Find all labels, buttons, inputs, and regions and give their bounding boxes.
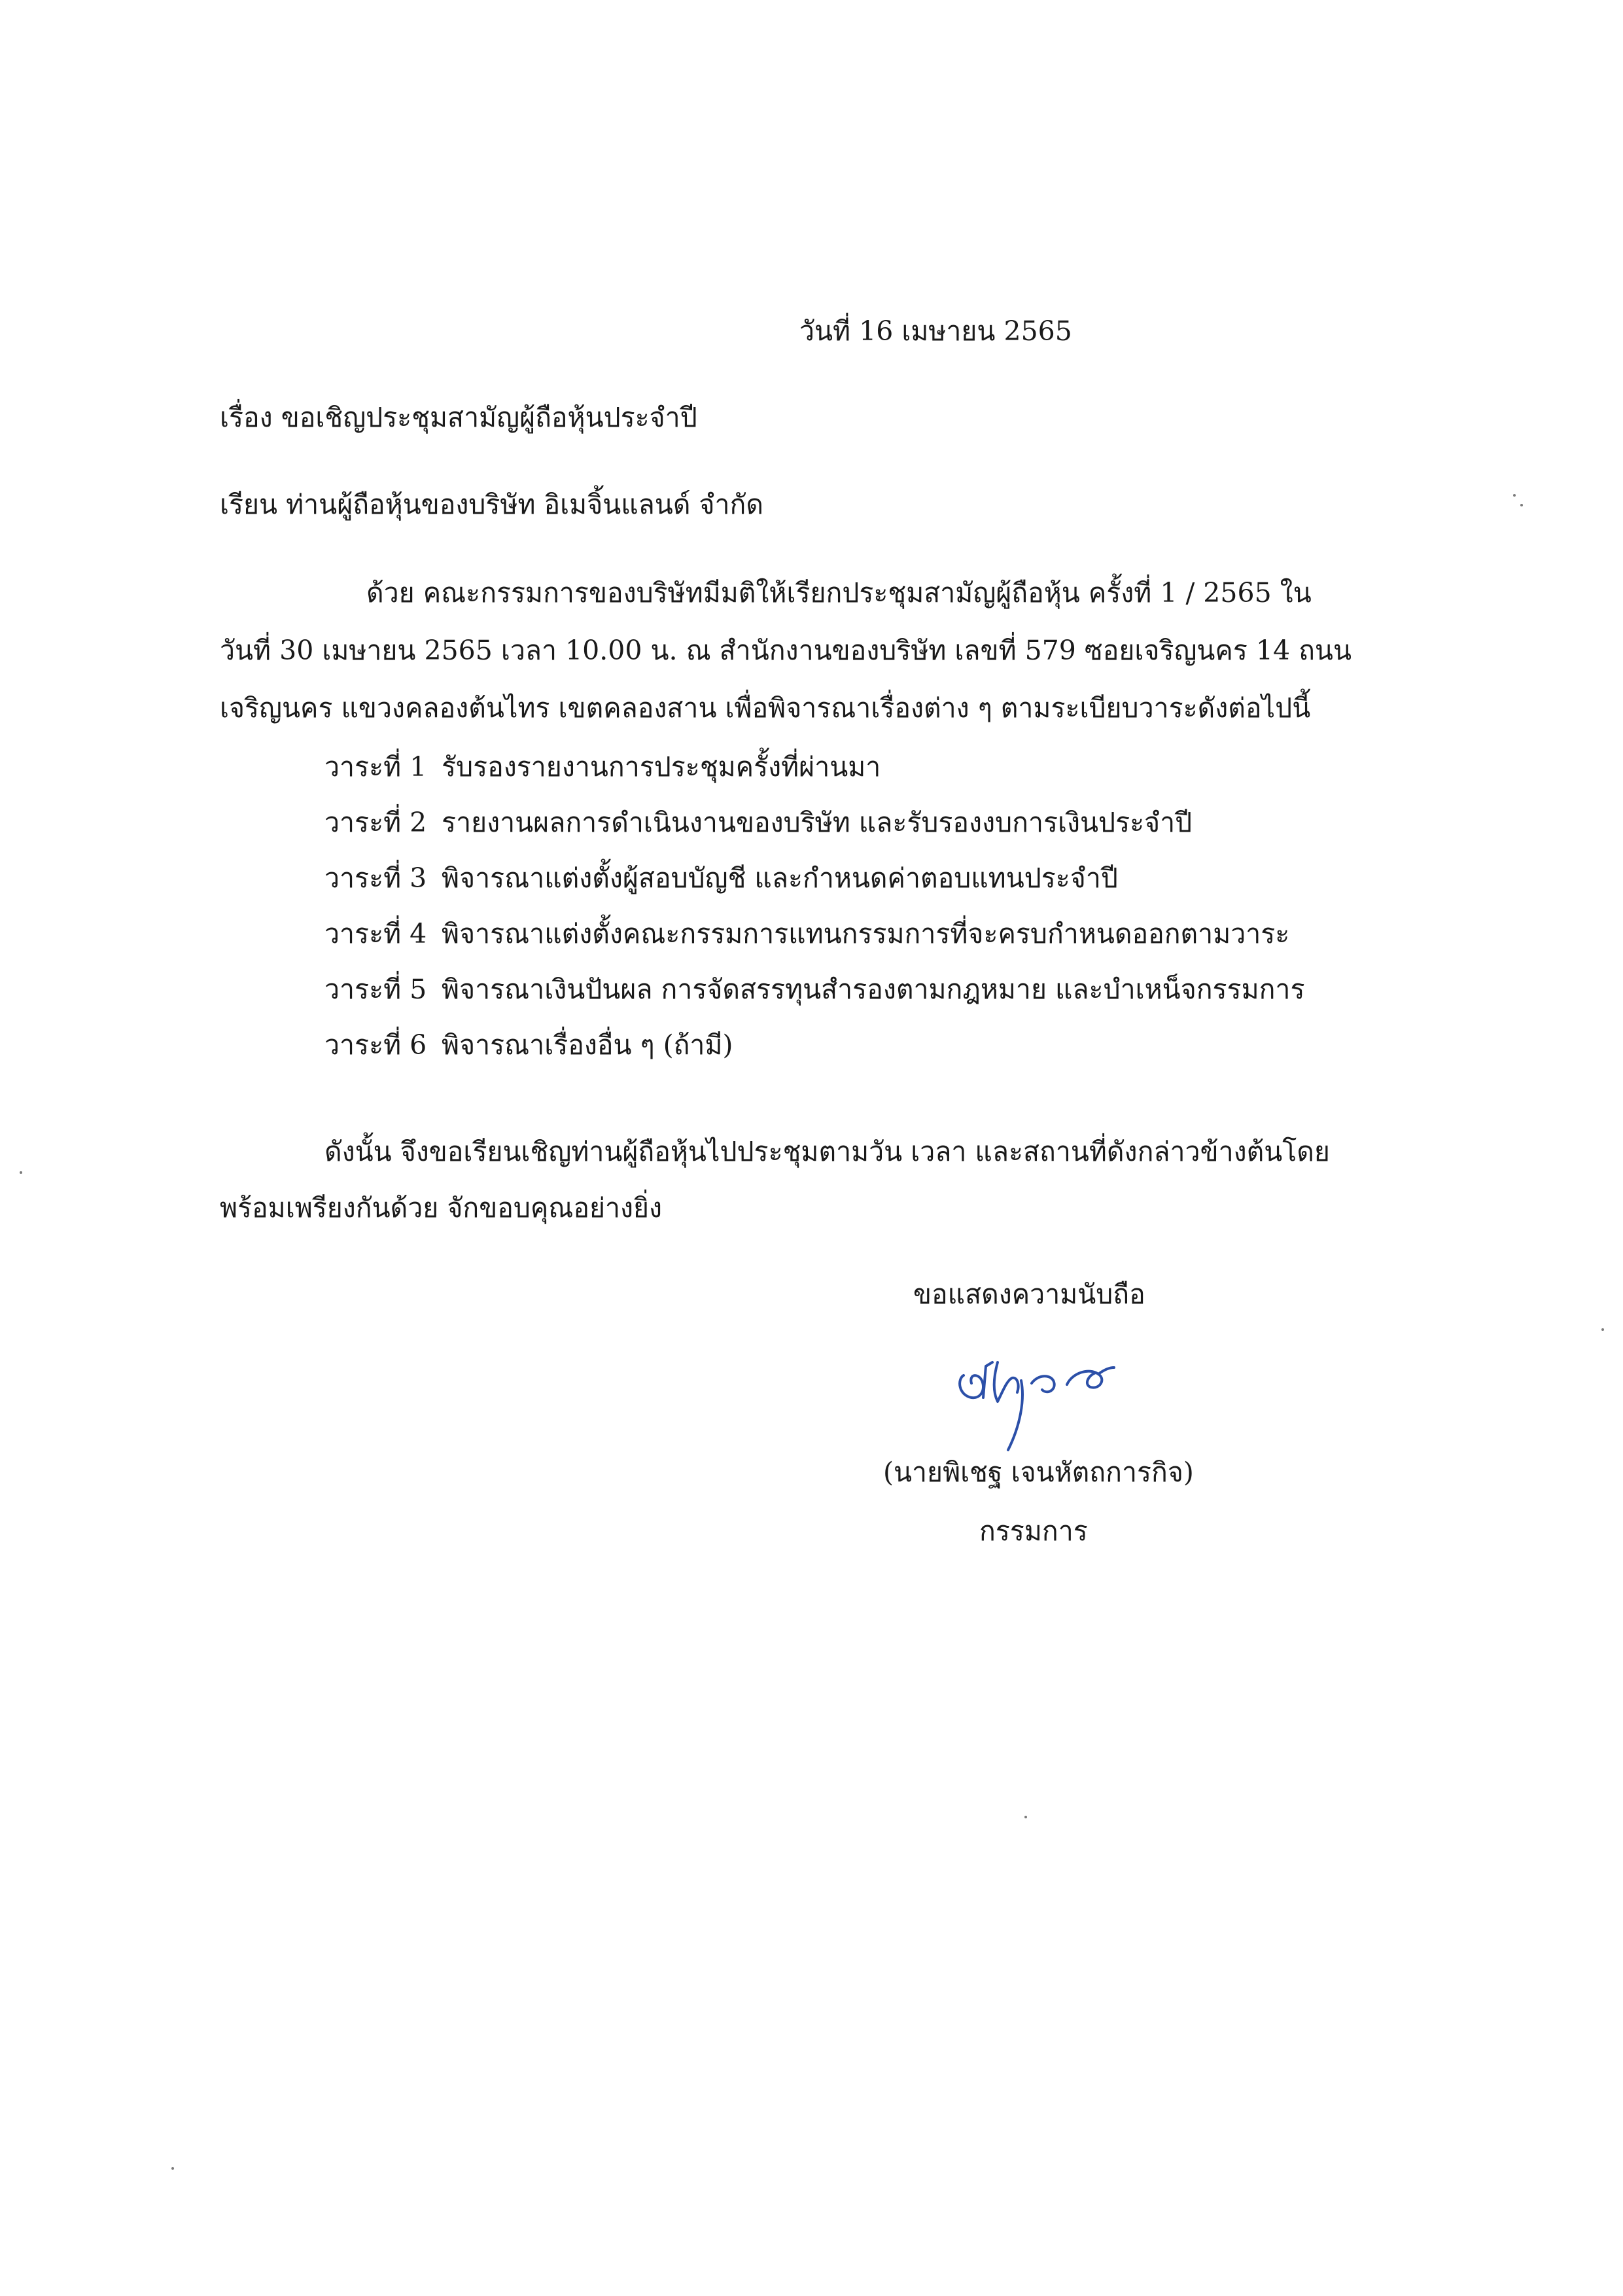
agenda-item-label: วาระที่ 3 <box>324 862 427 894</box>
closing-paragraph-line: ดังนั้น จึงขอเรียนเชิญท่านผู้ถือหุ้นไปประชุมตามวัน เวลา และสถานที่ดังกล่าวข้างต้นโดย <box>324 1136 1330 1167</box>
scan-speck <box>1601 1328 1604 1331</box>
letter-recipient: เรียน ท่านผู้ถือหุ้นของบริษัท อิเมจิ้นแลนด์ จำกัด <box>220 489 763 520</box>
signer-title: กรรมการ <box>979 1515 1088 1547</box>
agenda-item-label: วาระที่ 1 <box>324 751 427 783</box>
agenda-list <box>324 749 1304 1082</box>
agenda-item <box>324 860 1304 915</box>
agenda-item-label: วาระที่ 5 <box>324 974 427 1005</box>
scan-speck <box>1513 494 1516 497</box>
body-paragraph-line: เจริญนคร แขวงคลองต้นไทร เขตคลองสาน เพื่อพิจารณาเรื่องต่าง ๆ ตามระเบียบวาระดังต่อไปนี้ <box>220 692 1311 724</box>
scan-speck <box>171 2167 174 2170</box>
agenda-item-text: พิจารณาแต่งตั้งคณะกรรมการแทนกรรมการที่จะครบกำหนดออกตามวาระ <box>442 918 1290 949</box>
signer-name: (นายพิเชฐ เจนหัตถการกิจ) <box>883 1457 1194 1488</box>
signature-image <box>952 1354 1122 1453</box>
agenda-item-text: รับรองรายงานการประชุมครั้งที่ผ่านมา <box>442 751 881 783</box>
agenda-item <box>324 749 1304 804</box>
body-paragraph-line: วันที่ 30 เมษายน 2565 เวลา 10.00 น. ณ สำนักงานของบริษัท เลขที่ 579 ซอยเจริญนคร 14 ถนน <box>220 635 1352 666</box>
agenda-item-text: รายงานผลการดำเนินงานของบริษัท และรับรองงบการเงินประจำปี <box>442 807 1193 838</box>
agenda-item-label: วาระที่ 2 <box>324 807 427 838</box>
agenda-item-label: วาระที่ 4 <box>324 918 427 949</box>
agenda-item-text: พิจารณาเงินปันผล การจัดสรรทุนสำรองตามกฎหมาย และบำเหน็จกรรมการ <box>442 974 1305 1005</box>
scan-speck <box>1520 504 1523 506</box>
agenda-item <box>324 971 1304 1027</box>
complimentary-close: ขอแสดงความนับถือ <box>913 1279 1145 1310</box>
scan-speck <box>1024 1816 1027 1818</box>
agenda-item <box>324 1027 1304 1082</box>
agenda-item-text: พิจารณาแต่งตั้งผู้สอบบัญชี และกำหนดค่าตอบแทนประจำปี <box>442 862 1118 894</box>
body-paragraph-line: ด้วย คณะกรรมการของบริษัทมีมติให้เรียกประชุมสามัญผู้ถือหุ้น ครั้งที่ 1 / 2565 ใน <box>366 577 1312 609</box>
letter-subject: เรื่อง ขอเชิญประชุมสามัญผู้ถือหุ้นประจำปี <box>220 402 697 433</box>
agenda-item <box>324 915 1304 971</box>
agenda-item <box>324 804 1304 860</box>
agenda-item-label: วาระที่ 6 <box>324 1029 427 1061</box>
agenda-item-text: พิจารณาเรื่องอื่น ๆ (ถ้ามี) <box>442 1029 733 1061</box>
closing-paragraph-line: พร้อมเพรียงกันด้วย จักขอบคุณอย่างยิ่ง <box>220 1192 663 1224</box>
scan-speck <box>20 1171 22 1174</box>
letter-date: วันที่ 16 เมษายน 2565 <box>799 315 1072 347</box>
